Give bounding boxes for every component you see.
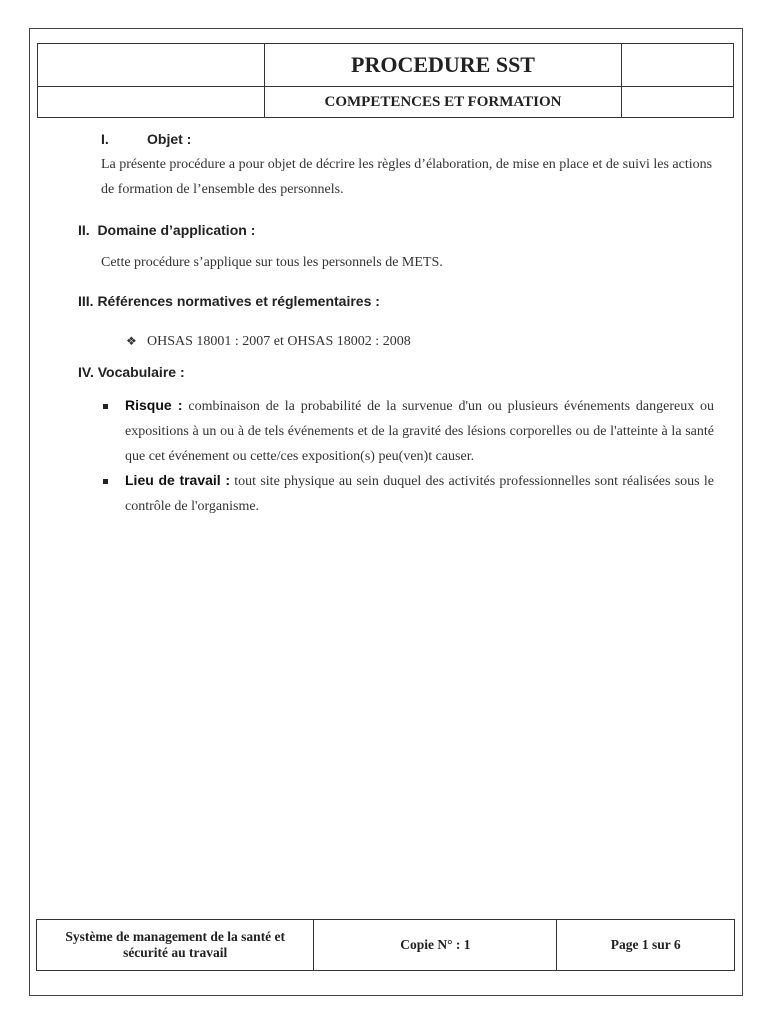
- header-right-cell-2: [622, 87, 734, 118]
- document-footer: [36, 919, 735, 971]
- reference-item: OHSAS 18001 : 2007 et OHSAS 18002 : 2008: [147, 334, 411, 349]
- vocab-term: Lieu de travail :: [125, 472, 231, 488]
- section-objet-heading: Objet :: [147, 131, 192, 147]
- square-bullet-icon: [103, 404, 108, 409]
- header-logo-cell: [38, 44, 265, 87]
- header-logo-cell-2: [38, 87, 265, 118]
- section-domaine-text: Cette procédure s’applique sur tous les personnels de METS.: [101, 255, 443, 270]
- vocab-item-lieu: [125, 468, 714, 519]
- section-references-heading: III. Références normatives et réglementaires :: [78, 293, 380, 309]
- vocab-term: Risque :: [125, 397, 183, 413]
- footer-copy-number: Copie N° : 1: [314, 920, 557, 971]
- footer-page-number: Page 1 sur 6: [557, 920, 735, 971]
- section-objet-text: La présente procédure a pour objet de décrire les règles d’élaboration, de mise en place et de suivi les actions de formation de l’ensemble des personnels.: [101, 157, 713, 197]
- section-domaine-heading: II. Domaine d’application :: [78, 222, 256, 238]
- document-subtitle: COMPETENCES ET FORMATION: [265, 87, 622, 118]
- vocab-definition: tout site physique au sein duquel des activités professionnelles sont réalisées sous le contrôle de l'organisme.: [125, 474, 715, 514]
- document-header: [37, 43, 734, 118]
- diamond-bullet-icon: ❖: [126, 334, 137, 348]
- document-title: PROCEDURE SST: [265, 44, 622, 87]
- footer-system: Système de management de la santé et sécurité au travail: [37, 920, 314, 971]
- vocab-definition: combinaison de la probabilité de la survenue d'un ou plusieurs événements dangereux ou expositions à un ou à de tels événements et de la gravité des lésions corporelles ou de l'atteinte à la santé que cet événement ou cette/ces exposition(s) peu(ven)t causer.: [125, 399, 715, 464]
- section-vocabulaire-heading: IV. Vocabulaire :: [78, 364, 185, 380]
- vocab-item-risque: [125, 393, 714, 469]
- square-bullet-icon: [103, 479, 108, 484]
- section-objet-number: I.: [101, 131, 109, 147]
- header-right-cell: [622, 44, 734, 87]
